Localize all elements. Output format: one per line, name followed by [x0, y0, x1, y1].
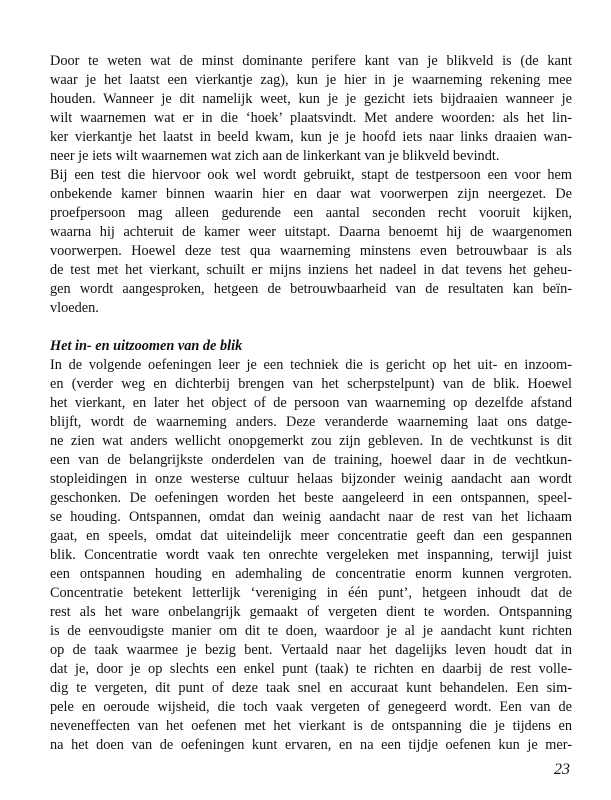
- text-line: In de volgende oefeningen leer je een techniek die is gericht op het uit- en inzoom-: [50, 357, 572, 373]
- text-line: Door te weten wat de minst dominante perifere kant van je blikveld is (de kant: [50, 53, 572, 69]
- text-line: neveneffecten van het oefenen met het vierkant is de ontspanning die je tijdens en: [50, 718, 572, 734]
- text-line: ker vierkantje het laatst in beeld kwam, kun je je hoofd iets naar links draaien wan-: [50, 129, 572, 145]
- paragraph-spacer: [50, 318, 572, 337]
- text-line: houden. Wanneer je dit namelijk weet, kun je je gezicht iets bijdraaien wanneer je: [50, 91, 572, 107]
- text-line: een van de belangrijkste onderdelen van de training, hoewel daar in de vechtkun-: [50, 452, 572, 468]
- text-line: vloeden.: [50, 300, 99, 316]
- body-text: [50, 52, 572, 755]
- text-line: na het doen van de oefeningen kunt ervaren, en na een tijdje oefenen kun je mer-: [50, 737, 572, 753]
- text-line: gen wordt aangesproken, hetgeen de betrouwbaarheid van de resultaten kan beïn-: [50, 281, 572, 297]
- text-line: waar je het laatst een vierkantje zag), kun je hier in je waarneming rekening mee: [50, 72, 572, 88]
- page-number: 23: [554, 761, 570, 778]
- text-line: rest als het ware onbelangrijk gemaakt of vergeten dient te worden. Ontspanning: [50, 604, 572, 620]
- text-line: is de eenvoudigste manier om dit te doen, waardoor je al je aandacht kunt richten: [50, 623, 572, 639]
- text-line: dat je, door je op slechts een enkel punt (taak) te richten en daarbij de rest volle-: [50, 661, 572, 677]
- paragraph-2: [50, 356, 572, 755]
- text-line: neer je iets wilt waarnemen wat zich aan de linkerkant van je blikveld bevindt.: [50, 148, 500, 164]
- paragraph-1: [50, 52, 572, 318]
- text-line: stopleidingen in onze westerse cultuur helaas bijzonder weinig aandacht aan wordt: [50, 471, 572, 487]
- text-line: en (verder weg en dichterbij brengen van het scherpstelpunt) van de blik. Hoewel: [50, 376, 572, 392]
- text-line: waarna hij achteruit de kamer weer uitstapt. Daarna benoemt hij de waargenomen: [50, 224, 572, 240]
- text-line: blijft, wordt de waarneming anders. Deze veranderde waarneming laat ons datge-: [50, 414, 572, 430]
- text-line: het vierkant, en later het object of de persoon van waarneming op dezelfde afstand: [50, 395, 572, 411]
- text-line: pele en oeroude wijsheid, die toch vaak vergeten of genegeerd wordt. Een van de: [50, 699, 572, 715]
- text-line: voorwerpen. Hoewel deze test qua waarneming minstens even betrouwbaar is als: [50, 243, 572, 259]
- text-line: onbekende kamer binnen waarin hier en daar wat voorwerpen zijn neergezet. De: [50, 186, 572, 202]
- text-line: wilt waarnemen wat er in die ‘hoek’ plaatsvindt. Met andere woorden: als het lin-: [50, 110, 572, 126]
- text-line: de test met het vierkant, schuilt er mijns inziens het nadeel in dat tevens het geheu-: [50, 262, 572, 278]
- text-line: blik. Concentratie wordt vaak ten onrechte vergeleken met inspanning, terwijl juist: [50, 547, 572, 563]
- text-line: se houding. Ontspannen, omdat dan weinig aandacht naar de rest van het lichaam: [50, 509, 572, 525]
- text-line: Bij een test die hiervoor ook wel wordt gebruikt, stapt de testpersoon een voor hem: [50, 167, 572, 183]
- text-line: proefpersoon mag alleen gedurende een aantal seconden recht vooruit kijken,: [50, 205, 572, 221]
- text-line: een ontspannen houding en ademhaling de concentratie enorm kunnen vergroten.: [50, 566, 572, 582]
- text-line: op de taak waarmee je bezig bent. Vertaald naar het dagelijks leven houdt dat in: [50, 642, 572, 658]
- text-line: ne zien wat anders wellicht onopgemerkt zou zijn gebleven. In de vechtkunst is dit: [50, 433, 572, 449]
- text-line: geschonken. De oefeningen worden het beste aangeleerd in een ontspannen, speel-: [50, 490, 572, 506]
- text-line: gaat, en speels, omdat dat uiteindelijk meer concentratie geeft dan een gespannen: [50, 528, 572, 544]
- text-line: Concentratie betekent letterlijk ‘vereniging in één punt’, hetgeen inhoudt dat de: [50, 585, 572, 601]
- section-heading: Het in- en uitzoomen van de blik: [50, 338, 243, 354]
- text-line: dig te vergeten, dit punt of deze taak snel en accuraat kunt behandelen. Een sim-: [50, 680, 572, 696]
